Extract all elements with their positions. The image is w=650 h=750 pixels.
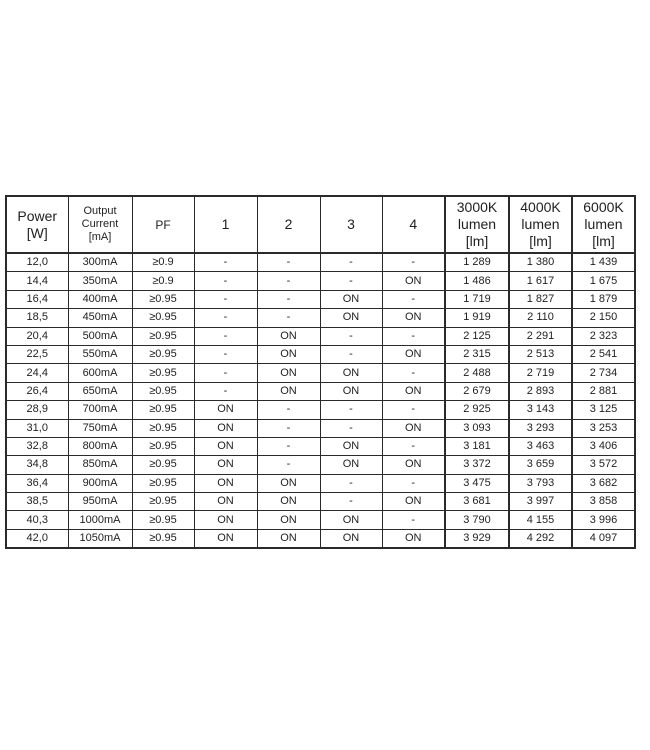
cell-switch-2: ON [257, 529, 320, 548]
cell-lumen-3000k: 2 315 [445, 345, 509, 363]
cell-switch-1: - [194, 327, 257, 345]
cell-switch-2: ON [257, 364, 320, 382]
cell-current: 1000mA [68, 511, 132, 529]
cell-switch-1: ON [194, 401, 257, 419]
cell-lumen-3000k: 3 681 [445, 493, 509, 511]
cell-lumen-3000k: 1 919 [445, 309, 509, 327]
cell-lumen-4000k: 3 793 [509, 474, 572, 492]
cell-current: 900mA [68, 474, 132, 492]
cell-lumen-4000k: 3 659 [509, 456, 572, 474]
cell-switch-4: ON [382, 493, 445, 511]
cell-current: 700mA [68, 401, 132, 419]
cell-switch-4: ON [382, 456, 445, 474]
cell-switch-3: - [320, 401, 382, 419]
cell-current: 850mA [68, 456, 132, 474]
cell-lumen-4000k: 2 893 [509, 382, 572, 400]
cell-switch-1: - [194, 253, 257, 272]
cell-lumen-6000k: 3 125 [572, 401, 635, 419]
cell-pf: ≥0.95 [132, 511, 194, 529]
header-current-line3: [mA] [88, 231, 112, 243]
cell-switch-1: - [194, 382, 257, 400]
cell-switch-4: - [382, 511, 445, 529]
table-row [6, 309, 635, 327]
cell-lumen-4000k: 4 292 [509, 529, 572, 548]
cell-lumen-6000k: 2 881 [572, 382, 635, 400]
cell-switch-3: - [320, 327, 382, 345]
cell-switch-4: - [382, 474, 445, 492]
cell-switch-3: - [320, 493, 382, 511]
cell-lumen-3000k: 2 925 [445, 401, 509, 419]
cell-lumen-3000k: 3 929 [445, 529, 509, 548]
cell-switch-3: ON [320, 529, 382, 548]
cell-lumen-4000k: 3 997 [509, 493, 572, 511]
cell-current: 750mA [68, 419, 132, 437]
cell-pf: ≥0.95 [132, 382, 194, 400]
cell-lumen-6000k: 1 439 [572, 253, 635, 272]
header-6000k-line1: 6000K [583, 199, 624, 215]
cell-pf: ≥0.95 [132, 327, 194, 345]
cell-switch-1: ON [194, 511, 257, 529]
table-row [6, 474, 635, 492]
cell-switch-3: ON [320, 382, 382, 400]
cell-lumen-6000k: 3 253 [572, 419, 635, 437]
cell-lumen-3000k: 1 719 [445, 290, 509, 308]
header-current-line2: Current [81, 218, 119, 230]
power-lumen-table [5, 195, 636, 549]
cell-current: 600mA [68, 364, 132, 382]
cell-switch-4: ON [382, 419, 445, 437]
cell-lumen-6000k: 2 323 [572, 327, 635, 345]
cell-power: 32,8 [6, 437, 68, 455]
cell-switch-1: ON [194, 474, 257, 492]
cell-switch-3: ON [320, 456, 382, 474]
header-power-line2: [W] [26, 224, 48, 241]
cell-switch-3: ON [320, 364, 382, 382]
cell-switch-2: - [257, 272, 320, 290]
cell-switch-3: ON [320, 511, 382, 529]
header-6000k-line3: [lm] [592, 233, 615, 249]
cell-lumen-6000k: 2 541 [572, 345, 635, 363]
cell-lumen-6000k: 3 572 [572, 456, 635, 474]
cell-power: 31,0 [6, 419, 68, 437]
cell-pf: ≥0.95 [132, 309, 194, 327]
header-switch-2: 2 [257, 196, 320, 253]
cell-power: 38,5 [6, 493, 68, 511]
cell-switch-4: - [382, 437, 445, 455]
header-power-line1: Power [17, 207, 58, 224]
cell-lumen-6000k: 3 996 [572, 511, 635, 529]
header-power [6, 196, 68, 253]
cell-power: 26,4 [6, 382, 68, 400]
cell-switch-4: - [382, 253, 445, 272]
cell-switch-2: - [257, 456, 320, 474]
cell-switch-2: ON [257, 493, 320, 511]
table-row [6, 382, 635, 400]
cell-switch-1: ON [194, 437, 257, 455]
cell-lumen-4000k: 2 291 [509, 327, 572, 345]
cell-lumen-3000k: 1 289 [445, 253, 509, 272]
cell-lumen-3000k: 2 679 [445, 382, 509, 400]
cell-power: 36,4 [6, 474, 68, 492]
cell-pf: ≥0.9 [132, 272, 194, 290]
cell-pf: ≥0.95 [132, 364, 194, 382]
cell-power: 18,5 [6, 309, 68, 327]
cell-current: 350mA [68, 272, 132, 290]
header-4000k-line2: lumen [521, 216, 560, 232]
cell-switch-1: - [194, 290, 257, 308]
cell-switch-1: ON [194, 419, 257, 437]
cell-switch-3: - [320, 345, 382, 363]
cell-current: 450mA [68, 309, 132, 327]
header-lumen-4000k [509, 196, 572, 253]
table-row [6, 253, 635, 272]
table-row [6, 419, 635, 437]
cell-switch-3: - [320, 419, 382, 437]
cell-switch-2: - [257, 437, 320, 455]
cell-switch-1: - [194, 309, 257, 327]
cell-current: 550mA [68, 345, 132, 363]
cell-power: 24,4 [6, 364, 68, 382]
header-row [6, 196, 635, 253]
header-6000k-line2: lumen [584, 216, 623, 232]
cell-pf: ≥0.95 [132, 456, 194, 474]
table-row [6, 327, 635, 345]
cell-pf: ≥0.95 [132, 474, 194, 492]
header-3000k-line3: [lm] [465, 233, 489, 249]
cell-lumen-4000k: 2 719 [509, 364, 572, 382]
header-switch-3: 3 [320, 196, 382, 253]
cell-switch-2: ON [257, 345, 320, 363]
table-row [6, 511, 635, 529]
cell-pf: ≥0.95 [132, 529, 194, 548]
cell-switch-4: ON [382, 272, 445, 290]
header-3000k-line1: 3000K [456, 199, 498, 215]
header-current [68, 196, 132, 253]
cell-lumen-3000k: 1 486 [445, 272, 509, 290]
table-row [6, 437, 635, 455]
cell-switch-1: - [194, 272, 257, 290]
cell-switch-1: ON [194, 456, 257, 474]
cell-switch-1: - [194, 364, 257, 382]
cell-pf: ≥0.9 [132, 253, 194, 272]
cell-power: 20,4 [6, 327, 68, 345]
cell-lumen-4000k: 3 293 [509, 419, 572, 437]
table-row [6, 456, 635, 474]
cell-lumen-6000k: 1 879 [572, 290, 635, 308]
cell-lumen-4000k: 2 110 [509, 309, 572, 327]
cell-power: 42,0 [6, 529, 68, 548]
cell-switch-3: - [320, 272, 382, 290]
cell-switch-2: - [257, 290, 320, 308]
cell-power: 28,9 [6, 401, 68, 419]
cell-lumen-3000k: 2 488 [445, 364, 509, 382]
header-switch-1: 1 [194, 196, 257, 253]
cell-switch-2: ON [257, 327, 320, 345]
cell-power: 34,8 [6, 456, 68, 474]
cell-switch-3: ON [320, 437, 382, 455]
header-3000k-line2: lumen [457, 216, 497, 232]
table-row [6, 290, 635, 308]
cell-switch-2: ON [257, 511, 320, 529]
cell-power: 12,0 [6, 253, 68, 272]
cell-lumen-4000k: 3 143 [509, 401, 572, 419]
table-row [6, 345, 635, 363]
cell-current: 950mA [68, 493, 132, 511]
cell-pf: ≥0.95 [132, 345, 194, 363]
header-4000k-line1: 4000K [520, 199, 561, 215]
cell-lumen-4000k: 2 513 [509, 345, 572, 363]
cell-lumen-4000k: 1 827 [509, 290, 572, 308]
cell-power: 14,4 [6, 272, 68, 290]
cell-switch-3: ON [320, 290, 382, 308]
table-row [6, 401, 635, 419]
table-row [6, 272, 635, 290]
cell-current: 500mA [68, 327, 132, 345]
cell-lumen-4000k: 1 617 [509, 272, 572, 290]
cell-current: 1050mA [68, 529, 132, 548]
cell-lumen-6000k: 2 150 [572, 309, 635, 327]
cell-switch-4: - [382, 290, 445, 308]
cell-pf: ≥0.95 [132, 437, 194, 455]
cell-power: 40,3 [6, 511, 68, 529]
cell-switch-2: - [257, 419, 320, 437]
cell-switch-2: - [257, 309, 320, 327]
cell-switch-3: ON [320, 309, 382, 327]
cell-lumen-6000k: 1 675 [572, 272, 635, 290]
cell-lumen-6000k: 3 406 [572, 437, 635, 455]
cell-lumen-3000k: 2 125 [445, 327, 509, 345]
header-switch-4: 4 [382, 196, 445, 253]
table-body [6, 253, 635, 548]
cell-switch-4: ON [382, 345, 445, 363]
cell-lumen-6000k: 3 858 [572, 493, 635, 511]
cell-switch-1: ON [194, 493, 257, 511]
table-row [6, 493, 635, 511]
cell-switch-3: - [320, 474, 382, 492]
cell-current: 650mA [68, 382, 132, 400]
header-pf: PF [132, 196, 194, 253]
cell-switch-2: ON [257, 382, 320, 400]
cell-current: 800mA [68, 437, 132, 455]
cell-switch-4: - [382, 327, 445, 345]
cell-switch-4: ON [382, 309, 445, 327]
cell-lumen-4000k: 4 155 [509, 511, 572, 529]
cell-power: 22,5 [6, 345, 68, 363]
cell-lumen-6000k: 4 097 [572, 529, 635, 548]
table-row [6, 529, 635, 548]
cell-switch-2: - [257, 401, 320, 419]
cell-current: 400mA [68, 290, 132, 308]
cell-pf: ≥0.95 [132, 290, 194, 308]
cell-lumen-4000k: 3 463 [509, 437, 572, 455]
cell-lumen-3000k: 3 790 [445, 511, 509, 529]
cell-lumen-6000k: 2 734 [572, 364, 635, 382]
cell-switch-4: - [382, 364, 445, 382]
cell-power: 16,4 [6, 290, 68, 308]
cell-lumen-3000k: 3 181 [445, 437, 509, 455]
cell-pf: ≥0.95 [132, 401, 194, 419]
cell-lumen-3000k: 3 093 [445, 419, 509, 437]
cell-switch-4: ON [382, 529, 445, 548]
cell-switch-1: - [194, 345, 257, 363]
cell-lumen-3000k: 3 372 [445, 456, 509, 474]
cell-switch-2: - [257, 253, 320, 272]
cell-lumen-3000k: 3 475 [445, 474, 509, 492]
cell-switch-4: ON [382, 382, 445, 400]
cell-lumen-6000k: 3 682 [572, 474, 635, 492]
header-4000k-line3: [lm] [529, 233, 552, 249]
cell-lumen-4000k: 1 380 [509, 253, 572, 272]
header-current-line1: Output [83, 205, 117, 217]
header-lumen-3000k [445, 196, 509, 253]
cell-current: 300mA [68, 253, 132, 272]
cell-pf: ≥0.95 [132, 493, 194, 511]
cell-switch-2: ON [257, 474, 320, 492]
cell-pf: ≥0.95 [132, 419, 194, 437]
cell-switch-1: ON [194, 529, 257, 548]
cell-switch-3: - [320, 253, 382, 272]
header-lumen-6000k [572, 196, 635, 253]
table-row [6, 364, 635, 382]
cell-switch-4: - [382, 401, 445, 419]
